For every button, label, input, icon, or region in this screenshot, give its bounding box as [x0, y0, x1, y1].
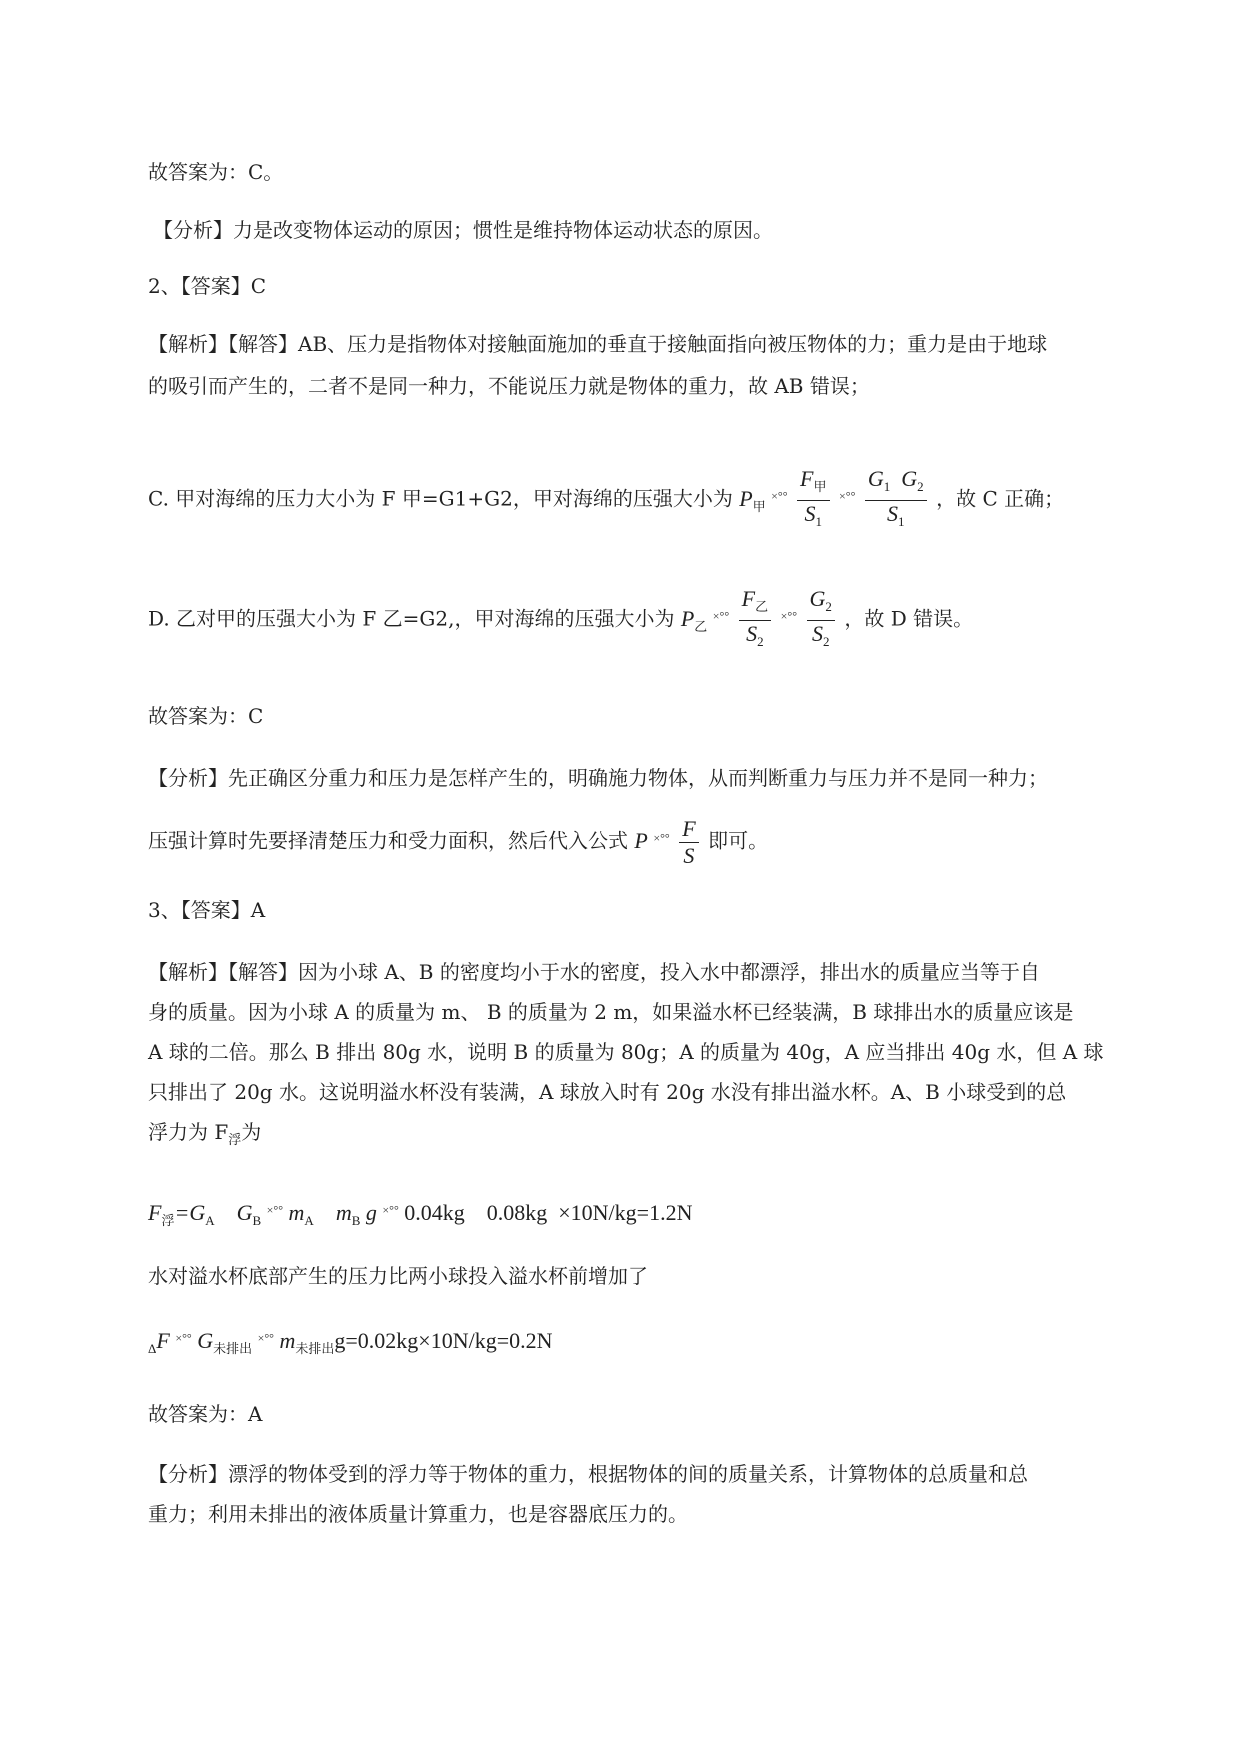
option-c-text: C. 甲对海绵的压力大小为 F 甲=G1+G2，甲对海绵的压强大小为: [148, 486, 733, 511]
solution-2-option-c: [148, 466, 1064, 535]
solution-3-line-2: 身的质量。因为小球 A 的质量为 m、 B 的质量为 2 m，如果溢水杯已经装满，B 球排出水的质量应该是: [148, 1000, 1074, 1024]
analysis-3-line-2: 重力；利用未排出的液体质量计算重力，也是容器底压力的。: [148, 1502, 688, 1526]
option-d-tail: ，故 D 错误。: [844, 606, 974, 631]
pressure-increase-text: 水对溢水杯底部产生的压力比两小球投入溢水杯前增加了: [148, 1264, 648, 1288]
analysis-2-line-1: 【分析】先正确区分重力和压力是怎样产生的，明确施力物体，从而判断重力与压力并不是同一种力；: [148, 766, 1048, 790]
answer-line-1: 故答案为：C。: [148, 160, 284, 184]
buoyancy-equation: $F_浮=G_A$ $G_B$ ×°° $m_A$ $m_B$ g ×°° 0.04kg 0.08kg ×10N/kg=1.2N: [148, 1200, 693, 1228]
solution-3-line-1: 【解析】【解答】因为小球 A、B 的密度均小于水的密度，投入水中都漂浮，排出水的质量应当等于自: [148, 960, 1040, 984]
analysis-2-line-2: [148, 816, 768, 869]
answer-line-3: 故答案为：A: [148, 1402, 263, 1426]
analysis-2-text: 压强计算时先要择清楚压力和受力面积，然后代入公式: [148, 828, 628, 853]
solution-2-line-1: 【解析】【解答】AB、压力是指物体对接触面施加的垂直于接触面指向被压物体的力；重力是由于地球: [148, 332, 1048, 356]
solution-2-option-d: [148, 586, 973, 655]
question-3-answer: 3、【答案】A: [148, 898, 266, 922]
option-d-formula: $P_乙$ ×°° $\frac{F_乙}{S_2}$ ×°° $\frac{G_2}{S_2}$: [681, 606, 845, 631]
analysis-1: 【分析】力是改变物体运动的原因；惯性是维持物体运动状态的原因。: [153, 218, 773, 242]
solution-2-line-2: 的吸引而产生的，二者不是同一种力，不能说压力就是物体的重力，故 AB 错误；: [148, 374, 870, 398]
analysis-2-tail: 即可。: [708, 828, 769, 853]
solution-3-line-5: 浮力为 $F_浮$为: [148, 1120, 262, 1148]
option-d-text: D. 乙对甲的压强大小为 F 乙=G2,，甲对海绵的压强大小为: [148, 606, 675, 631]
answer-line-2: 故答案为：C: [148, 704, 264, 728]
solution-3-line-4: 只排出了 20g 水。这说明溢水杯没有装满，A 球放入时有 20g 水没有排出溢水杯。A、B 小球受到的总: [148, 1080, 1067, 1104]
pressure-increase-equation: $_\Delta$F ×°° $G_{未排出}$ ×°° $m_{未排出}g=0.02kg\times 10N/kg=0.2N$: [148, 1328, 553, 1356]
question-2-answer: 2、【答案】C: [148, 274, 267, 298]
option-c-formula: $P_甲$ ×°° $\frac{F_甲}{S_1}$ ×°° $\frac{G_1 G_2}{S_1}$: [739, 486, 936, 511]
option-c-tail: ，故 C 正确；: [936, 486, 1065, 511]
analysis-3-line-1: 【分析】漂浮的物体受到的浮力等于物体的重力，根据物体的间的质量关系，计算物体的总质量和总: [148, 1462, 1028, 1486]
pressure-formula: P ×°° $\frac{F}{S}$: [634, 828, 708, 853]
solution-3-line-3: A 球的二倍。那么 B 排出 80g 水，说明 B 的质量为 80g；A 的质量为 40g，A 应当排出 40g 水，但 A 球: [148, 1040, 1104, 1064]
